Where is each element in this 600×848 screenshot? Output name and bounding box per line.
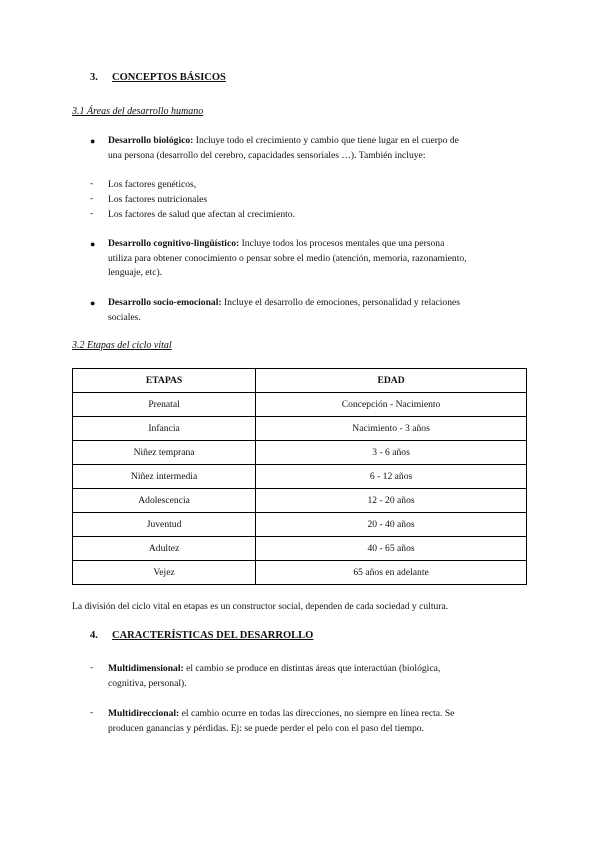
stage-cell: Prenatal [73, 393, 256, 417]
characteristic-text-2: producen ganancias y pérdidas. Ej: se puede perder el pelo con el paso del tiempo. [108, 722, 424, 734]
stage-cell: Niñez temprana [73, 441, 256, 465]
characteristic-text-2: cognitiva, personal). [108, 677, 187, 689]
age-cell: 12 - 20 años [256, 489, 527, 513]
characteristic-multidireccional [108, 707, 548, 736]
age-cell: 65 años en adelante [256, 561, 527, 585]
dash-marker: - [90, 662, 94, 673]
bullet-dot: ● [90, 239, 96, 249]
characteristic-text: el cambio ocurre en todas las direcciones, no siempre en línea recta. Se [179, 708, 455, 719]
section-3-heading [90, 72, 226, 83]
term-socioemocional: Desarrollo socio-emocional: [108, 297, 222, 308]
section-4-title: CARACTERÍSTICAS DEL DESARROLLO [112, 630, 314, 641]
table-row [73, 489, 527, 513]
bullet-socioemocional-text: Incluye el desarrollo de emociones, personalidad y relaciones [221, 297, 461, 308]
stage-cell: Juventud [73, 513, 256, 537]
stage-cell: Adolescencia [73, 489, 256, 513]
dash-marker: - [90, 193, 94, 204]
age-cell: 3 - 6 años [256, 441, 527, 465]
characteristic-text: el cambio se produce en distintas áreas que interactúan (biológica, [183, 663, 441, 674]
term-cognitivo: Desarrollo cognitivo-lingüístico: [108, 238, 240, 249]
term-biologico: Desarrollo biológico: [108, 135, 194, 146]
stage-cell: Infancia [73, 417, 256, 441]
table-row [73, 393, 527, 417]
bullet-socioemocional [108, 296, 538, 325]
age-cell: Nacimiento - 3 años [256, 417, 527, 441]
age-cell: 20 - 40 años [256, 513, 527, 537]
term-multidimensional: Multidimensional: [108, 663, 184, 674]
table-row [73, 537, 527, 561]
factor-item: Los factores nutricionales [108, 194, 208, 205]
bullet-socioemocional-text-2: sociales. [108, 311, 141, 323]
bullet-cognitivo-text-3: lenguaje, etc). [108, 267, 163, 278]
section-3-title: CONCEPTOS BÁSICOS [112, 72, 226, 83]
table-row [73, 441, 527, 465]
table-row [73, 561, 527, 585]
dash-marker: - [90, 707, 94, 718]
table-header-row [73, 369, 527, 393]
age-cell: Concepción - Nacimiento [256, 393, 527, 417]
stage-cell: Vejez [73, 561, 256, 585]
section-4-heading [90, 630, 313, 641]
cycle-note: La división del ciclo vital en etapas es un constructor social, dependen de cada sociedad y cultura. [72, 601, 449, 612]
term-multidireccional: Multidireccional: [108, 708, 180, 719]
table-row [73, 417, 527, 441]
age-cell: 40 - 65 años [256, 537, 527, 561]
bullet-biologico-text: Incluye todo el crecimiento y cambio que tiene lugar en el cuerpo de [193, 135, 459, 146]
stage-cell: Niñez intermedia [73, 465, 256, 489]
factor-item: Los factores genéticos, [108, 179, 197, 190]
header-etapas: ETAPAS [73, 369, 256, 393]
bullet-biologico [108, 134, 538, 163]
dash-marker: - [90, 178, 94, 189]
header-edad: EDAD [256, 369, 527, 393]
age-cell: 6 - 12 años [256, 465, 527, 489]
bullet-cognitivo [108, 237, 548, 281]
table-row [73, 513, 527, 537]
stage-cell: Adultez [73, 537, 256, 561]
stages-table [72, 368, 527, 585]
bullet-cognitivo-text-2: utiliza para obtener conocimiento o pensar sobre el medio (atención, memoria, razonamiento, [108, 252, 467, 264]
bullet-biologico-text-2: una persona (desarrollo del cerebro, capacidades sensoriales …). También incluye: [108, 149, 426, 161]
factor-item: Los factores de salud que afectan al crecimiento. [108, 209, 295, 220]
bullet-cognitivo-text: Incluye todos los procesos mentales que una persona [239, 238, 445, 249]
table-row [73, 465, 527, 489]
bullet-dot: ● [90, 298, 96, 308]
subsection-3-2-title: 3.2 Etapas del ciclo vital [72, 340, 172, 351]
dash-marker: - [90, 208, 94, 219]
characteristic-multidimensional [108, 662, 538, 691]
section-3-number: 3. [90, 72, 98, 83]
section-4-number: 4. [90, 630, 98, 641]
subsection-3-1-title: 3.1 Áreas del desarrollo humano [72, 106, 204, 117]
bullet-dot: ● [90, 136, 96, 146]
